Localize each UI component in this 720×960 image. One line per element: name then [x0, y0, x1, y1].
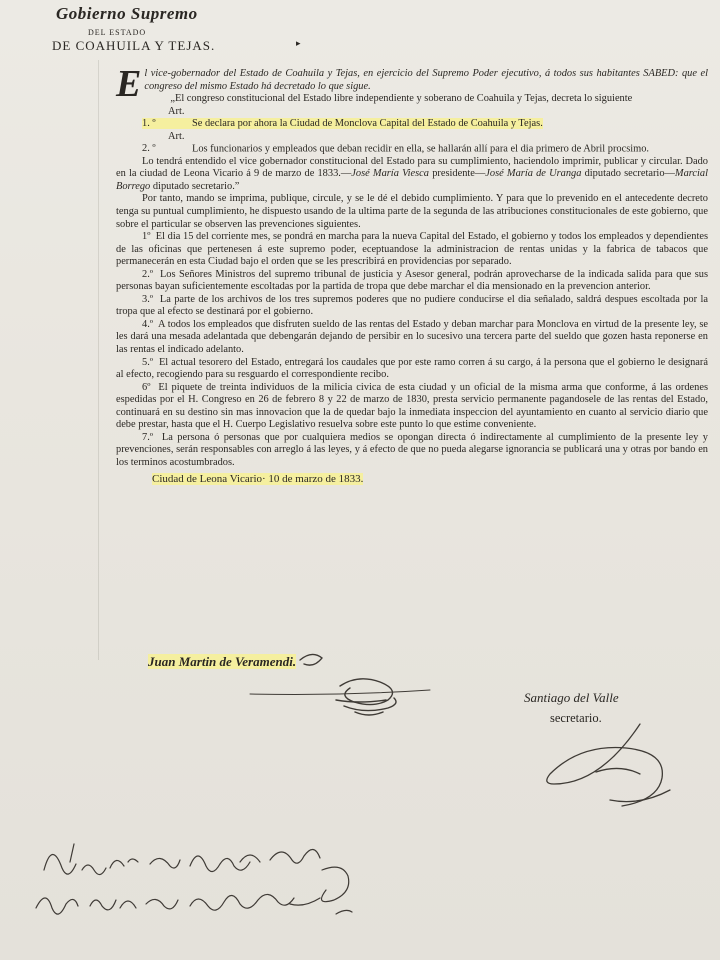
provision-3 — [116, 294, 708, 319]
secretary-title: diputado secretario — [584, 168, 665, 180]
article-1-highlight — [142, 105, 543, 130]
governor-highlight: Juan Martin de Veramendi. — [148, 654, 297, 669]
header-coahuila: DE COAHUILA Y TEJAS. — [52, 38, 216, 53]
deputy-title: diputado secretario.” — [152, 180, 240, 192]
provision-5 — [116, 357, 708, 382]
provision-4-num: 4.º — [142, 318, 154, 330]
article-1-label: Art. 1. º — [142, 105, 185, 130]
dropcap-letter: E — [116, 63, 142, 105]
provision-7-num: 7.º — [142, 431, 154, 443]
provision-3-text: La parte de los archivos de los tres supremos poderes que no pudiere conducirse el dia señalado, saldrá despues escoltada por la tropa que al efecto se destinará por el gobierno. — [116, 293, 708, 318]
handwritten-note — [36, 844, 352, 914]
provision-4 — [116, 319, 708, 357]
provision-2-text: Los Señores Ministros del supremo tribunal de justicia y Asesor general, podrán aprovecharse de la indicada salida para que sus personas bayan suficientemente escoltadas por la partida de tropa que debe marchar el dia mensionado en la prevencion anterior. — [116, 268, 708, 293]
article-1-text: Se declara por ahora la Ciudad de Monclova Capital del Estado de Coahuila y Tejas. — [192, 118, 543, 130]
intro-text: l vice-gobernador del Estado de Coahuila y Tejas, en ejercicio del Supremo Poder ejecutivo, á todos sus habitantes SABED: que el congreso del mismo Estado há decretado lo que sigue. — [144, 68, 708, 92]
decree-body — [116, 63, 709, 485]
governor-signature-name — [148, 654, 296, 670]
place-date — [116, 473, 708, 486]
deputy-name: Marcial Borrego — [116, 168, 709, 192]
header-gobierno: Gobierno Supremo — [56, 4, 198, 23]
provision-6-num: 6º — [142, 381, 151, 393]
article-2-label: Art. 2. º — [142, 130, 185, 155]
article-2-text: Los funcionarios y empleados que deban recidir en ella, se hallarán allí para el dia primero de Abril procsimo. — [192, 143, 650, 155]
provision-2 — [116, 269, 708, 294]
provision-2-num: 2.º — [142, 268, 154, 280]
provision-1 — [116, 231, 708, 269]
article-2 — [116, 131, 708, 156]
place-date-highlight: Ciudad de Leona Vicario· 10 de marzo de 1833. — [152, 472, 364, 485]
decree-intro: „El congreso constitucional del Estado libre independiente y soberano de Coahuila y Tejas, decreta lo siguiente — [170, 93, 633, 105]
execution-paragraph: Lo tendrá entendido el vice gobernador constitucional del Estado para su cumplimiento, haciendolo imprimir, publicar y circular. Dado en la ciudad de Leona Vicario á 9 de marzo de 1833.—José María Viesca presidente—José María de Uranga diputado secretario—Marcial Borrego diputado secretario.” — [116, 155, 709, 192]
provision-6 — [116, 382, 708, 432]
provision-1-num: 1º — [142, 231, 151, 243]
provision-4-text: A todos los empleados que disfruten sueldo de las rentas del Estado y deban marchar para Monclova en virtud de la presente ley, se les dará una mesada adelantada que debengarán dejando de persibir en lo sucesivo una tercera parte del sueldo que gozen hasta reponerse en las rentas el indicado adelanto. — [116, 318, 708, 356]
president-name: José María Viesca — [351, 168, 429, 180]
president-title: presidente — [432, 168, 475, 180]
secretary-rubric — [547, 724, 670, 806]
secretary-title: secretario. — [550, 711, 602, 725]
ink-dot: ▸ — [296, 38, 301, 48]
provision-5-text: El actual tesorero del Estado, entregará los caudales que por este ramo corren á su cargo, á la persona que el gobierno le designará al efecto, recogiendo para su resguardo el correspondiente recibo. — [116, 356, 708, 381]
provision-7 — [116, 432, 708, 470]
por-tanto-paragraph: Por tanto, mando se imprima, publique, circule, y se le dé el debido cumplimiento. Y para que lo prevenido en el antecedente decreto tenga su puntual cumplimiento, he dispuesto usando de la ultima parte de la segunda de las atribuciones constitucionales de este gobierno, que sobre el particular se observen las prevenciones siguientes. — [116, 193, 708, 230]
provision-5-num: 5.º — [142, 356, 154, 368]
provision-1-text: El dia 15 del corriente mes, se pondrá en marcha para la nueva Capital del Estado, el gobierno y todos los empleados y dependientes de las oficinas que pertenesen á este supremo poder, eceptuandose la administracion de rentas unidas y la fabrica de tabacos que permanecerán en esta Ciudad bajo el orden que se les prescribirá en providencias por separado. — [116, 231, 708, 268]
provision-7-text: La persona ó personas que por cualquiera medios se opongan directa ó indirectamente al cumplimiento de la presente ley y prevenciones, serán responsables con arreglo á las leyes, y á efecto de que no pueda alegarse ignorancia se publicará una y otras por bando en los terminos acostumbrados. — [116, 431, 708, 468]
execution-text: Lo tendrá entendido el vice gobernador constitucional del Estado para su cumplimiento, haciendolo imprimir, publicar y circular. Dado en la ciudad de Leona Vicario á 9 de marzo de 1833. — [116, 155, 708, 180]
secretary-name: José María de Uranga — [485, 168, 582, 180]
provision-3-num: 3.º — [142, 293, 154, 305]
header-del-estado: DEL ESTADO — [88, 28, 147, 37]
secretary-name: Santiago del Valle — [524, 690, 619, 705]
article-1 — [116, 106, 708, 131]
provision-6-text: El piquete de treinta individuos de la milicia civica de esta ciudad y un oficial de la misma arma que conforme, á las ordenes espedidas por el H. Congreso en 26 de febrero 8 y 22 de marzo de 1830, presta servicio permanente pagandosele de las rentas del Estado, continuará en su destino sin mas innovacion que la de quedar bajo la inmediata inspeccion del ayuntamiento en cuanto al servicio diario que debe prestar, hasta que el H. Cuerpo Legislativo resuelva sobre este punto lo que estime conveniente. — [116, 381, 708, 431]
margin-shadow — [98, 60, 99, 660]
